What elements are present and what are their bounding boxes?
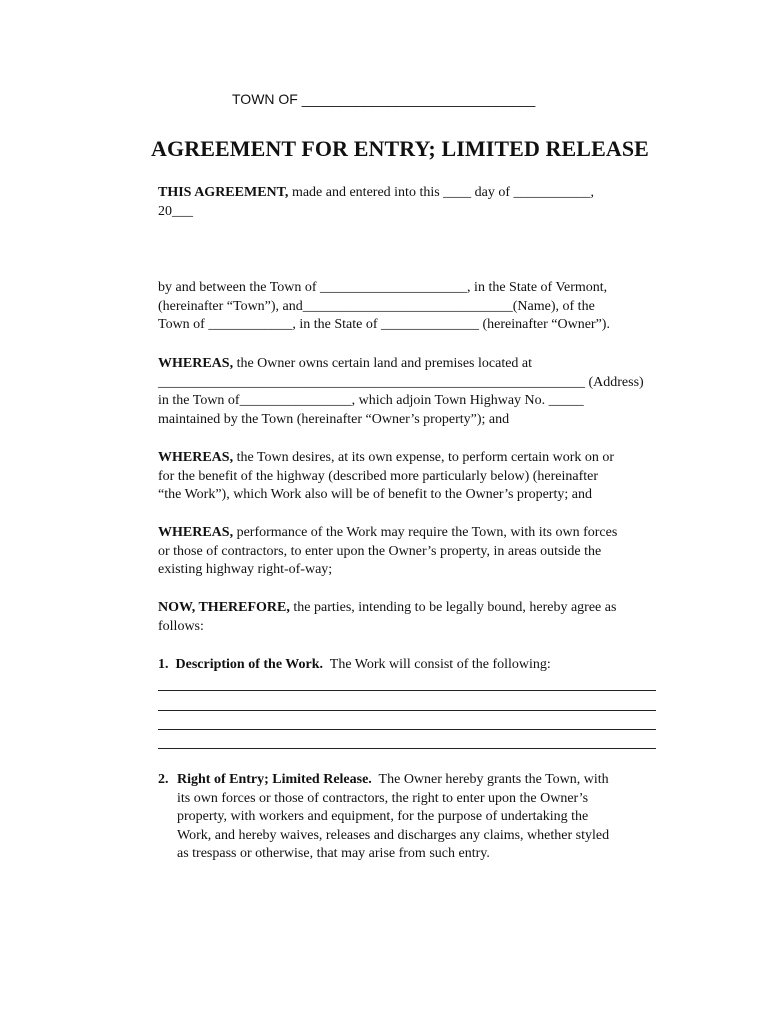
whereas-work-paragraph [158, 449, 663, 505]
parties-paragraph [158, 279, 663, 335]
intro-line1: made and entered into this ____ day of ___________, [288, 185, 595, 200]
intro-lead: THIS AGREEMENT, [158, 185, 289, 200]
whereas1-line1: the Owner owns certain land and premises located at [233, 356, 533, 371]
whereas-land-paragraph [158, 355, 663, 429]
work-description-line[interactable] [158, 748, 656, 749]
document-title: AGREEMENT FOR ENTRY; LIMITED RELEASE [151, 136, 649, 161]
intro-paragraph [158, 184, 663, 221]
section-2-line3: property, with workers and equipment, for the purpose of undertaking the [177, 809, 589, 824]
whereas-entry-paragraph [158, 524, 663, 580]
section-1-title: 1. Description of the Work. [158, 657, 324, 672]
whereas3-line1: performance of the Work may require the Town, with its own forces [233, 525, 618, 540]
now-therefore-line2: follows: [158, 618, 204, 634]
whereas-lead: WHEREAS, [158, 525, 234, 540]
section-2-title: Right of Entry; Limited Release. [177, 772, 372, 787]
whereas1-line4: maintained by the Town (hereinafter “Owner’s property”); and [158, 411, 510, 427]
whereas3-line3: existing highway right-of-way; [158, 562, 333, 577]
section-2-body [177, 771, 609, 864]
work-description-line[interactable] [158, 710, 656, 711]
whereas2-line2: for the benefit of the highway (described more particularly below) (hereinafter [158, 468, 599, 484]
whereas2-line3: “the Work”), which Work also will be of benefit to the Owner’s property; and [158, 487, 592, 502]
section-2-number: 2. [158, 772, 169, 787]
parties-line2: (hereinafter “Town”), and______________________________(Name), of the [158, 298, 595, 314]
now-therefore-line1: the parties, intending to be legally bound, hereby agree as [289, 600, 617, 615]
town-of-header: TOWN OF ______________________________ [232, 91, 536, 107]
whereas-lead: WHEREAS, [158, 450, 234, 465]
whereas-lead: WHEREAS, [158, 356, 234, 371]
parties-line3: Town of ____________, in the State of ______________ (hereinafter “Owner”). [158, 317, 610, 332]
parties-line1: by and between the Town of _____________________, in the State of Vermont, [158, 280, 608, 295]
section-2-line4: Work, and hereby waives, releases and discharges any claims, whether styled [177, 827, 610, 843]
whereas2-line1: the Town desires, at its own expense, to perform certain work on or [233, 450, 615, 465]
whereas1-line2: _____________________________________________________________ (Address) [158, 374, 644, 390]
whereas3-line2: or those of contractors, to enter upon the Owner’s property, in areas outside the [158, 543, 602, 559]
section-2-line2: its own forces or those of contractors, the right to enter upon the Owner’s [177, 790, 589, 806]
section-2-line5: as trespass or otherwise, that may arise from such entry. [177, 846, 490, 861]
section-1-text: The Work will consist of the following: [323, 657, 551, 672]
whereas1-line3: in the Town of________________, which adjoin Town Highway No. _____ [158, 393, 584, 408]
now-therefore-lead: NOW, THEREFORE, [158, 600, 290, 615]
section-1-heading [158, 656, 663, 675]
work-description-line[interactable] [158, 729, 656, 730]
intro-line2: 20___ [158, 203, 193, 219]
now-therefore-paragraph [158, 599, 663, 636]
work-description-line[interactable] [158, 690, 656, 691]
section-2-line1: The Owner hereby grants the Town, with [371, 772, 609, 787]
